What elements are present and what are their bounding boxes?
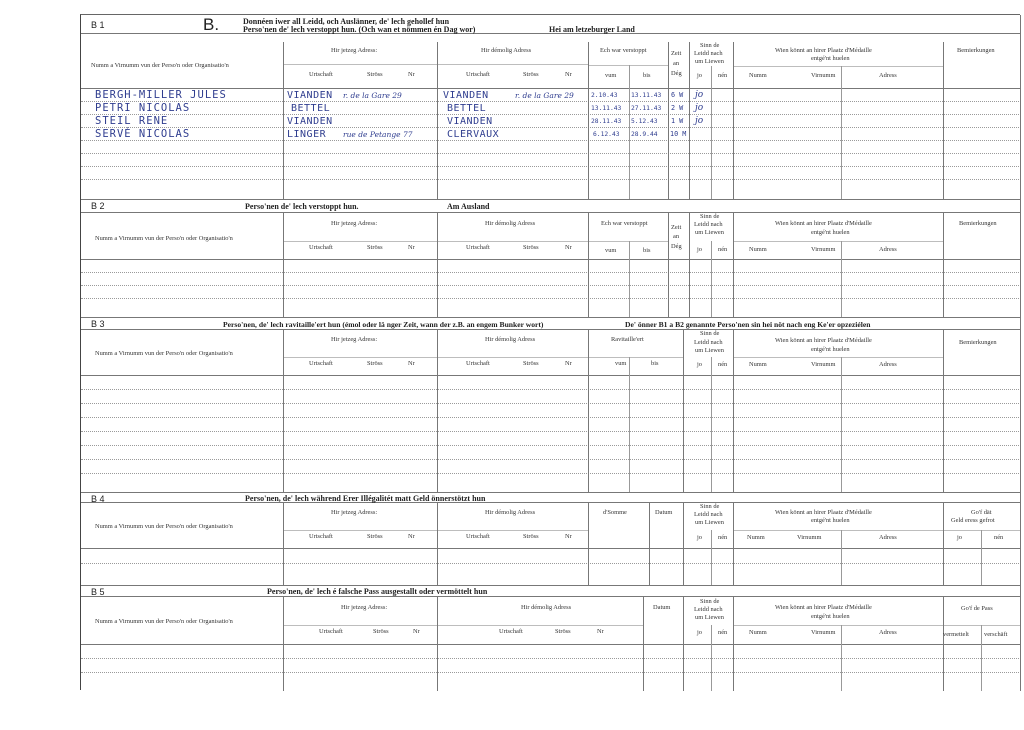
col-medal-1: Wien könnt an hirer Plaatz d'Médaille <box>775 47 872 54</box>
section-divider <box>81 199 1021 200</box>
col-to: bis <box>643 247 651 254</box>
col-medal-2: entgé'nt huelen <box>811 55 850 62</box>
col-stross: Ströss <box>373 628 389 635</box>
col-yes: jo <box>697 72 702 79</box>
col-medal-2: entgé'nt huelen <box>811 229 850 236</box>
col-nr: Nr <box>597 628 604 635</box>
entry-name: PETRI NICOLAS <box>95 102 191 114</box>
section-location-b2: Am Ausland <box>447 202 490 211</box>
entry-to: 27.11.43 <box>631 105 662 112</box>
col-to: bis <box>651 360 659 367</box>
entry-from: 6.12.43 <box>593 131 620 138</box>
entry-from: 13.11.43 <box>591 105 622 112</box>
col-name-header: Numm a Virnumm vun der Perso'n oder Organisatio'n <box>91 62 229 69</box>
entry-duration: 6 W <box>671 91 684 99</box>
col-time-an: an <box>673 60 680 67</box>
col-hidden: Ech war verstoppt <box>601 220 648 227</box>
col-remarks: Bemierkungen <box>957 47 995 54</box>
col-numm: Numm <box>749 72 767 79</box>
col-date: Datum <box>655 509 673 516</box>
col-medal-1: Wien könnt an hirer Plaatz d'Médaille <box>775 509 872 516</box>
col-nr: Nr <box>565 533 572 540</box>
col-medal-1: Wien könnt an hirer Plaatz d'Médaille <box>775 220 872 227</box>
col-alive-3: um Liewen <box>695 347 724 354</box>
col-alive-3: um Liewen <box>695 519 724 526</box>
col-time-an: an <box>673 233 680 240</box>
section-divider <box>81 585 1021 586</box>
col-nr: Nr <box>408 360 415 367</box>
col-no: nén <box>718 72 728 79</box>
col-nr: Nr <box>565 71 572 78</box>
form-sheet <box>80 14 1020 690</box>
col-time: Zeit <box>671 50 682 57</box>
col-current-address: Hir jetzeg Adress: <box>331 220 378 227</box>
col-alive-3: um Liewen <box>695 614 724 621</box>
col-former-address: Hir démolig Adress <box>485 336 536 343</box>
entry-current-place: VIANDEN <box>287 116 333 127</box>
col-urtschaft: Urtschaft <box>466 360 490 367</box>
col-sum: d'Somme <box>603 509 627 516</box>
col-urtschaft: Urtschaft <box>309 71 333 78</box>
col-alive-2: Leidd nach <box>694 50 723 57</box>
section-note-b3: De' önner B1 a B2 genannte Perso'nen sin hei nöt nach eng Ke'er opzeziélen <box>625 320 871 329</box>
col-from: vum <box>605 72 617 79</box>
col-nr: Nr <box>408 244 415 251</box>
section-id-b4: B 4 <box>91 494 105 504</box>
col-yes: jo <box>957 534 962 541</box>
col-date: Datum <box>653 604 671 611</box>
col-remarks: Bemierkungen <box>959 339 997 346</box>
col-pass: Go'f de Pass <box>961 605 993 612</box>
col-hidden: Ech war verstoppt <box>600 47 647 54</box>
col-urtschaft: Urtschaft <box>466 71 490 78</box>
col-nr: Nr <box>408 533 415 540</box>
col-yes: jo <box>697 246 702 253</box>
col-from: vum <box>615 360 627 367</box>
col-stross: Ströss <box>367 533 383 540</box>
col-current-address: Hir jetzeg Adress: <box>331 509 378 516</box>
entry-name: BERGH-MILLER JULES <box>95 89 227 101</box>
col-alive-2: Leidd nach <box>694 511 723 518</box>
col-former-address: Hir démolig Adress <box>521 604 572 611</box>
entry-from: 28.11.43 <box>591 118 622 125</box>
col-procured: verschäft <box>984 631 1008 638</box>
col-stross: Ströss <box>523 360 539 367</box>
col-medal-2: entgé'nt huelen <box>811 346 850 353</box>
col-numm: Numm <box>747 534 765 541</box>
col-current-address: Hir jetzeg Adress: <box>331 47 378 54</box>
header-location: Hei am letzeburger Land <box>549 25 635 34</box>
entry-former-place: CLERVAUX <box>447 129 500 140</box>
col-virnumm: Virnumm <box>797 534 822 541</box>
col-stross: Ströss <box>555 628 571 635</box>
section-title-b3: Perso'nen, de' lech ravitaille'ert hun (émol oder lä nger Zeit, wann der z.B. an engem Bunker wort) <box>223 320 544 329</box>
col-alive-2: Leidd nach <box>694 606 723 613</box>
col-stross: Ströss <box>367 244 383 251</box>
entry-current-place: BETTEL <box>291 103 331 114</box>
col-money-2: Geld eress gefrot <box>951 517 995 524</box>
col-time-deg: Dég <box>671 243 682 250</box>
col-alive-1: Sinn de <box>700 213 720 220</box>
section-title-b5: Perso'nen, de' lech é falsche Pass ausgestallt oder vermöttelt hun <box>267 587 488 596</box>
col-numm: Numm <box>749 361 767 368</box>
col-urtschaft: Urtschaft <box>466 533 490 540</box>
col-remarks: Bemierkungen <box>959 220 997 227</box>
col-adress: Adress <box>879 361 897 368</box>
entry-name: STEIL RENE <box>95 115 169 127</box>
section-title-b2: Perso'nen de' lech verstoppt hun. <box>245 202 359 211</box>
col-yes: jo <box>697 629 702 636</box>
col-alive-2: Leidd nach <box>694 339 723 346</box>
section-divider <box>81 317 1021 318</box>
entry-name: SERVÉ NICOLAS <box>95 128 191 140</box>
col-virnumm: Virnumm <box>811 246 836 253</box>
col-yes: jo <box>697 534 702 541</box>
col-current-address: Hir jetzeg Adress: <box>331 336 378 343</box>
col-adress: Adress <box>879 246 897 253</box>
col-mediated: vermettelt <box>943 631 969 638</box>
col-current-address: Hir jetzeg Adress: <box>341 604 388 611</box>
entry-from: 2.10.43 <box>591 92 618 99</box>
col-name-header: Numm a Virnumm vun der Perso'n oder Organisatio'n <box>95 618 233 625</box>
section-id-b1: B 1 <box>91 20 105 30</box>
col-former-address: Hir démolig Adress <box>485 509 536 516</box>
col-nr: Nr <box>565 360 572 367</box>
col-from: vum <box>605 247 617 254</box>
entry-duration: 2 W <box>671 104 684 112</box>
col-supplied: Ravitaille'ert <box>611 336 644 343</box>
col-adress: Adress <box>879 72 897 79</box>
entry-current-place: VIANDEN <box>287 90 333 101</box>
col-name-header: Numm a Virnumm vun der Perso'n oder Organisatio'n <box>95 350 233 357</box>
col-nr: Nr <box>408 71 415 78</box>
col-alive-1: Sinn de <box>700 503 720 510</box>
col-no: nén <box>718 246 728 253</box>
section-id-b2: B 2 <box>91 201 105 211</box>
entry-current-street: rue de Petange 77 <box>343 130 413 139</box>
entry-alive: jo <box>695 116 704 126</box>
entry-former-place: VIANDEN <box>443 90 489 101</box>
entry-to: 5.12.43 <box>631 118 658 125</box>
col-alive-1: Sinn de <box>700 42 720 49</box>
col-urtschaft: Urtschaft <box>466 244 490 251</box>
entry-to: 28.9.44 <box>631 131 658 138</box>
entry-duration: 10 M <box>670 130 687 138</box>
col-urtschaft: Urtschaft <box>499 628 523 635</box>
col-numm: Numm <box>749 629 767 636</box>
col-stross: Ströss <box>367 360 383 367</box>
col-nr: Nr <box>565 244 572 251</box>
col-alive-2: Leidd nach <box>694 221 723 228</box>
col-former-address: Hir démolig Adress <box>485 220 536 227</box>
entry-former-street: r. de la Gare 29 <box>515 91 574 100</box>
col-numm: Numm <box>749 246 767 253</box>
entry-current-place: LINGER <box>287 129 327 140</box>
col-medal-1: Wien könnt an hirer Plaatz d'Médaille <box>775 604 872 611</box>
col-time: Zeit <box>671 224 682 231</box>
col-stross: Ströss <box>523 71 539 78</box>
col-stross: Ströss <box>367 71 383 78</box>
entry-alive: jo <box>695 90 704 100</box>
col-name-header: Numm a Virnumm vun der Perso'n oder Organisatio'n <box>95 235 233 242</box>
col-alive-1: Sinn de <box>700 598 720 605</box>
col-medal-2: entgé'nt huelen <box>811 613 850 620</box>
entry-alive: jo <box>695 103 704 113</box>
col-medal-2: entgé'nt huelen <box>811 517 850 524</box>
col-time-deg: Dég <box>671 70 682 77</box>
col-virnumm: Virnumm <box>811 629 836 636</box>
col-no: nén <box>718 629 728 636</box>
entry-former-place: VIANDEN <box>447 116 493 127</box>
entry-former-place: BETTEL <box>447 103 487 114</box>
col-adress: Adress <box>879 534 897 541</box>
col-alive-1: Sinn de <box>700 330 720 337</box>
col-urtschaft: Urtschaft <box>319 628 343 635</box>
col-no: nén <box>718 534 728 541</box>
form-letter: B. <box>203 15 220 34</box>
entry-current-street: r. de la Gare 29 <box>343 91 402 100</box>
col-virnumm: Virnumm <box>811 361 836 368</box>
section-id-b3: B 3 <box>91 319 105 329</box>
col-urtschaft: Urtschaft <box>309 360 333 367</box>
col-no: nén <box>718 361 728 368</box>
entry-to: 13.11.43 <box>631 92 662 99</box>
col-former-address: Hir démolig Adress <box>481 47 532 54</box>
col-urtschaft: Urtschaft <box>309 533 333 540</box>
col-no: nén <box>994 534 1004 541</box>
col-stross: Ströss <box>523 533 539 540</box>
col-adress: Adress <box>879 629 897 636</box>
entry-duration: 1 W <box>671 117 684 125</box>
col-urtschaft: Urtschaft <box>309 244 333 251</box>
col-stross: Ströss <box>523 244 539 251</box>
col-alive-3: um Liewen <box>695 58 724 65</box>
col-yes: jo <box>697 361 702 368</box>
col-money-1: Go'f dät <box>971 509 992 516</box>
section-id-b5: B 5 <box>91 587 105 597</box>
section-divider <box>81 492 1021 493</box>
col-medal-1: Wien könnt an hirer Plaatz d'Médaille <box>775 337 872 344</box>
col-alive-3: um Liewen <box>695 229 724 236</box>
col-nr: Nr <box>413 628 420 635</box>
header-line-2: Perso'nen de' lech verstoppt hun. (Och wan et nömmen én Dag wor) <box>243 25 476 34</box>
col-virnumm: Virnumm <box>811 72 836 79</box>
header-line-1: Donnéen iwer all Leidd, och Auslänner, de' lech gehollef hun <box>243 17 450 26</box>
col-to: bis <box>643 72 651 79</box>
section-title-b4: Perso'nen, de' lech während Erer Illégalitét matt Geld önnerstötzt hun <box>245 494 486 503</box>
col-name-header: Numm a Virnumm vun der Perso'n oder Organisatio'n <box>95 523 233 530</box>
